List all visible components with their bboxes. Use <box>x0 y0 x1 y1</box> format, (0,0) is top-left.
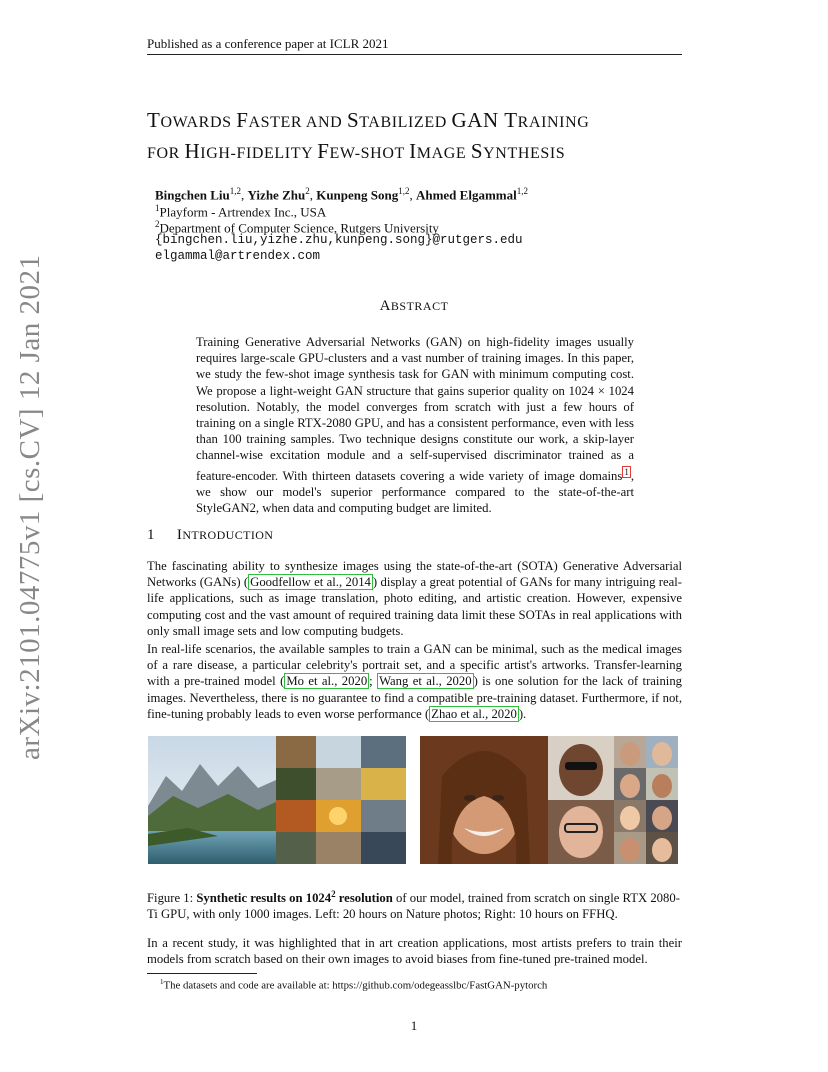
email-artrendex[interactable]: elgammal@artrendex.com <box>155 249 321 263</box>
arxiv-stamp[interactable]: arXiv:2101.04775v1 [cs.CV] 12 Jan 2021 <box>14 254 46 760</box>
intro-paragraph-3: In a recent study, it was highlighted that in art creation applications, most artists prefers to train their models from scratch based on their own images to avoid biases from fine-tuned pre-trained model. <box>147 936 682 967</box>
abstract-body: Training Generative Adversarial Networks (GAN) on high-fidelity images usually requires large-scale GPU-clusters and a vast number of training images. In this paper, we study the few-shot image synthesis task for GAN with minimum computing cost. We propose a light-weight GAN structure that gains superior quality on 1024 × 1024 resolution. Notably, the model converges from scratch with just a few hours of training on a single RTX-2080 GPU, and has a consistent performance, even with less than 100 training samples. Two technique designs constitute our work, a skip-layer channel-wise excitation module and a self-supervised discriminator trained as a feature-encoder. With thirteen datasets covering a wide variety of image domains $^1$ , we show our model's superior performance compared to the state-of-the-art StyleGAN2, when data and computing budget are limited. <box>196 335 634 516</box>
intro-paragraph-1: The fascinating ability to synthesize images using the state-of-the-art (SOTA) Generative Adversarial Networks (GANs) ( Goodfellow et al., 2014 ) display a great potential of GANs for many intriguing real-life applications, such as image translation, photo editing, and artistic creation. However, expensive computing cost and the vast amount of required training data limit these SOTAs in real applications with only small image sets and low computing budgets. <box>147 559 683 638</box>
citation-link[interactable]: Mo et al., 2020 <box>286 674 368 689</box>
citation-link[interactable]: Zhao et al., 2020 <box>431 706 517 721</box>
figure-nature-samples <box>148 736 406 864</box>
title-line-1: TOWARDS FASTER AND STABILIZED GAN TRAINING <box>147 108 590 132</box>
footnote-rule <box>147 973 257 974</box>
author-name: Kunpeng Song <box>316 187 399 203</box>
running-header: Published as a conference paper at ICLR 2021 <box>147 36 389 51</box>
citation-link[interactable]: Wang et al., 2020 <box>379 674 472 689</box>
header-rule <box>147 54 682 55</box>
author-list: Bingchen Liu$^{1,2}$, Yizhe Zhu$^2$, Kunpeng Song$^{1,2}$, Ahmed Elgammal$^{1,2}$ <box>155 186 528 203</box>
email-rutgers[interactable]: {bingchen.liu,yizhe.zhu,kunpeng.song}@rutgers.edu <box>155 233 523 247</box>
intro-paragraph-2: In real-life scenarios, the available samples to train a GAN can be minimal, such as the medical images of a rare disease, a particular celebrity's portrait set, and a specific artist's artworks. Transfer-learning with a pre-trained model ( Mo et al., 2020 ; Wang et al., 2020 ) is one solution for the lack of training images. Nevertheless, there is no guarantee to find a compatible pre-training dataset. Furthermore, if not, fine-tuning probably leads to even worse performance ( Zhao et al., 2020 ). <box>147 642 683 721</box>
citation-link[interactable]: Goodfellow et al., 2014 <box>250 575 371 590</box>
landscape-mosaic-image <box>148 736 406 864</box>
affiliation-1: $^1$Playform - Artrendex Inc., USA <box>155 203 327 220</box>
paper-title <box>147 106 707 168</box>
title-line-2: FOR HIGH-FIDELITY FEW-SHOT IMAGE SYNTHESIS <box>147 139 566 163</box>
figure-1-caption: Figure 1: Synthetic results on 1024$^2$ resolution of our model, trained from scratch on single RTX 2080-Ti GPU, with only 1000 images. Left: 20 hours on Nature photos; Right: 10 hours on FFHQ. <box>147 889 680 922</box>
affiliation-2: $^2$Department of Computer Science, Rutgers University <box>155 219 439 236</box>
section-heading-introduction: 1 INTRODUCTION <box>147 527 274 543</box>
face-mosaic-image <box>420 736 678 864</box>
author-name: Ahmed Elgammal <box>415 187 517 203</box>
author-name: Yizhe Zhu <box>247 187 306 203</box>
footnote: $^1$The datasets and code are available at: https://github.com/odegeasslbc/FastGAN-pytorch <box>160 978 548 992</box>
footnote-link[interactable]: 1 <box>624 466 629 477</box>
footnote-text[interactable]: The datasets and code are available at: https://github.com/odegeasslbc/FastGAN-pytorch <box>163 979 548 992</box>
page-number: 1 <box>410 1018 418 1033</box>
figure-ffhq-samples <box>420 736 678 864</box>
abstract-heading: ABSTRACT <box>379 298 449 314</box>
author-name: Bingchen Liu <box>155 187 230 203</box>
